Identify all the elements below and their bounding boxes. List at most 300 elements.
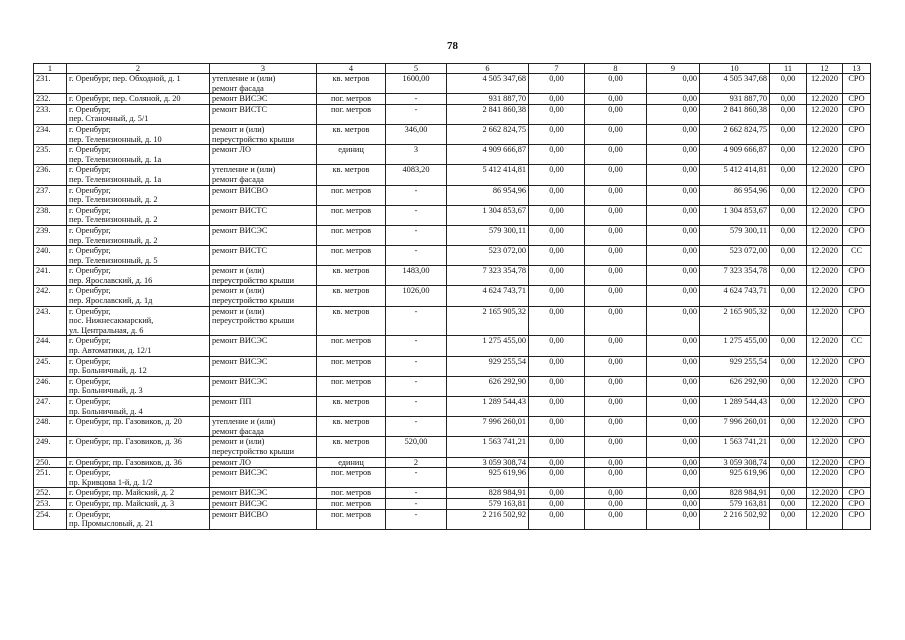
cell-fund-owners: 929 255,54 (700, 356, 770, 376)
cell-fund-owners: 1 275 455,00 (700, 336, 770, 356)
cell-fund-federal: 0,00 (529, 437, 585, 457)
cell-deadline: 12.2020 (807, 225, 843, 245)
cell-fund-local: 0,00 (647, 165, 700, 185)
cell-row-number: 239. (34, 225, 67, 245)
cell-fund-local: 0,00 (647, 124, 700, 144)
table-body (34, 74, 871, 530)
table-row (34, 145, 871, 165)
cell-unit-cost: 0,00 (770, 468, 807, 488)
cell-unit: пог. метров (317, 356, 386, 376)
cell-fund-local: 0,00 (647, 185, 700, 205)
cell-row-number: 231. (34, 74, 67, 94)
cell-fund-federal: 0,00 (529, 468, 585, 488)
cell-row-number: 247. (34, 397, 67, 417)
column-header-11: 11 (770, 64, 807, 74)
cell-work-type: ремонт ВИСЭС (210, 376, 317, 396)
cell-unit: пог. метров (317, 225, 386, 245)
cell-unit-cost: 0,00 (770, 165, 807, 185)
cell-fund-federal: 0,00 (529, 104, 585, 124)
cell-work-type: утепление и (или) ремонт фасада (210, 417, 317, 437)
cell-fund-federal: 0,00 (529, 94, 585, 105)
cell-unit-cost: 0,00 (770, 94, 807, 105)
cell-fund-owners: 86 954,96 (700, 185, 770, 205)
table-row (34, 104, 871, 124)
cell-unit-cost: 0,00 (770, 124, 807, 144)
cell-deadline: 12.2020 (807, 104, 843, 124)
table-row (34, 225, 871, 245)
cell-fund-regional: 0,00 (585, 225, 647, 245)
column-number-header (34, 64, 871, 74)
cell-deadline: 12.2020 (807, 266, 843, 286)
cell-unit-cost: 0,00 (770, 457, 807, 468)
cell-fund-local: 0,00 (647, 417, 700, 437)
cell-work-type: ремонт ЛО (210, 457, 317, 468)
cell-deadline: 12.2020 (807, 417, 843, 437)
table-row (34, 488, 871, 499)
table-row (34, 246, 871, 266)
cell-work-type: утепление и (или) ремонт фасада (210, 74, 317, 94)
cell-address: г. Оренбург, пр. Больничный, д. 12 (67, 356, 210, 376)
cell-method: СРО (843, 509, 871, 529)
cell-address: г. Оренбург, пер. Соляной, д. 20 (67, 94, 210, 105)
cell-volume: - (386, 94, 447, 105)
cell-unit: пог. метров (317, 498, 386, 509)
cell-row-number: 252. (34, 488, 67, 499)
column-header-12: 12 (807, 64, 843, 74)
cell-unit-cost: 0,00 (770, 185, 807, 205)
cell-deadline: 12.2020 (807, 356, 843, 376)
cell-volume: - (386, 356, 447, 376)
cell-address: г. Оренбург, пр. Газовиков, д. 36 (67, 457, 210, 468)
cell-volume: - (386, 376, 447, 396)
cell-fund-local: 0,00 (647, 336, 700, 356)
cell-fund-local: 0,00 (647, 104, 700, 124)
cell-work-type: ремонт и (или) переустройство крыши (210, 124, 317, 144)
column-header-13: 13 (843, 64, 871, 74)
page-number: 78 (447, 40, 458, 52)
table-row (34, 165, 871, 185)
cell-unit: кв. метров (317, 165, 386, 185)
cell-fund-regional: 0,00 (585, 185, 647, 205)
cell-fund-federal: 0,00 (529, 336, 585, 356)
cell-fund-owners: 2 165 905,32 (700, 306, 770, 336)
cell-total-cost: 3 059 308,74 (447, 457, 529, 468)
cell-method: СРО (843, 266, 871, 286)
cell-fund-owners: 4 909 666,87 (700, 145, 770, 165)
cell-total-cost: 626 292,90 (447, 376, 529, 396)
cell-address: г. Оренбург, пр. Больничный, д. 4 (67, 397, 210, 417)
table-row (34, 94, 871, 105)
cell-unit: единиц (317, 457, 386, 468)
cell-address: г. Оренбург, пр. Промысловый, д. 21 (67, 509, 210, 529)
cell-fund-federal: 0,00 (529, 509, 585, 529)
cell-fund-local: 0,00 (647, 205, 700, 225)
cell-method: СС (843, 246, 871, 266)
cell-unit-cost: 0,00 (770, 145, 807, 165)
cell-volume: - (386, 225, 447, 245)
column-header-10: 10 (700, 64, 770, 74)
cell-method: СРО (843, 356, 871, 376)
cell-fund-regional: 0,00 (585, 468, 647, 488)
cell-fund-local: 0,00 (647, 74, 700, 94)
cell-row-number: 241. (34, 266, 67, 286)
cell-row-number: 238. (34, 205, 67, 225)
cell-volume: - (386, 488, 447, 499)
cell-address: г. Оренбург, пер. Станочный, д. 5/1 (67, 104, 210, 124)
table-row (34, 205, 871, 225)
cell-volume: - (386, 205, 447, 225)
cell-method: СРО (843, 306, 871, 336)
cell-address: г. Оренбург, пр. Автоматики, д. 12/1 (67, 336, 210, 356)
cell-total-cost: 579 163,81 (447, 498, 529, 509)
cell-fund-federal: 0,00 (529, 397, 585, 417)
cell-method: СРО (843, 225, 871, 245)
cell-fund-federal: 0,00 (529, 165, 585, 185)
cell-fund-local: 0,00 (647, 306, 700, 336)
cell-row-number: 251. (34, 468, 67, 488)
cell-row-number: 237. (34, 185, 67, 205)
cell-address: г. Оренбург, пер. Телевизионный, д. 2 (67, 225, 210, 245)
table-row (34, 417, 871, 437)
cell-address: г. Оренбург, пер. Телевизионный, д. 5 (67, 246, 210, 266)
cell-fund-local: 0,00 (647, 266, 700, 286)
cell-unit-cost: 0,00 (770, 488, 807, 499)
cell-row-number: 236. (34, 165, 67, 185)
cell-fund-owners: 626 292,90 (700, 376, 770, 396)
cell-unit-cost: 0,00 (770, 437, 807, 457)
cell-deadline: 12.2020 (807, 165, 843, 185)
table-row (34, 336, 871, 356)
cell-fund-local: 0,00 (647, 457, 700, 468)
cell-fund-regional: 0,00 (585, 509, 647, 529)
cell-unit: пог. метров (317, 246, 386, 266)
cell-row-number: 254. (34, 509, 67, 529)
cell-fund-local: 0,00 (647, 376, 700, 396)
cell-volume: 4083,20 (386, 165, 447, 185)
cell-fund-federal: 0,00 (529, 286, 585, 306)
cell-fund-regional: 0,00 (585, 417, 647, 437)
cell-unit: пог. метров (317, 94, 386, 105)
cell-unit: пог. метров (317, 185, 386, 205)
cell-unit-cost: 0,00 (770, 74, 807, 94)
cell-method: СРО (843, 437, 871, 457)
cell-method: СРО (843, 185, 871, 205)
repair-program-table (33, 63, 871, 530)
cell-deadline: 12.2020 (807, 336, 843, 356)
cell-work-type: ремонт и (или) переустройство крыши (210, 437, 317, 457)
cell-fund-owners: 1 304 853,67 (700, 205, 770, 225)
cell-row-number: 246. (34, 376, 67, 396)
cell-method: СРО (843, 376, 871, 396)
cell-address: г. Оренбург, пос. Нижнесакмарский, ул. Центральная, д. 6 (67, 306, 210, 336)
cell-fund-federal: 0,00 (529, 124, 585, 144)
cell-work-type: ремонт ВИСВО (210, 509, 317, 529)
cell-work-type: ремонт ВИСТС (210, 246, 317, 266)
cell-volume: - (386, 104, 447, 124)
cell-unit: кв. метров (317, 417, 386, 437)
cell-volume: - (386, 306, 447, 336)
cell-fund-regional: 0,00 (585, 286, 647, 306)
cell-fund-owners: 2 216 502,92 (700, 509, 770, 529)
table-row (34, 356, 871, 376)
cell-fund-local: 0,00 (647, 286, 700, 306)
cell-row-number: 250. (34, 457, 67, 468)
cell-fund-owners: 5 412 414,81 (700, 165, 770, 185)
cell-work-type: ремонт и (или) переустройство крыши (210, 306, 317, 336)
cell-unit: кв. метров (317, 397, 386, 417)
cell-unit-cost: 0,00 (770, 397, 807, 417)
cell-method: СРО (843, 205, 871, 225)
cell-fund-federal: 0,00 (529, 225, 585, 245)
cell-fund-owners: 7 323 354,78 (700, 266, 770, 286)
cell-address: г. Оренбург, пр. Газовиков, д. 36 (67, 437, 210, 457)
cell-unit: кв. метров (317, 306, 386, 336)
cell-address: г. Оренбург, пер. Обходной, д. 1 (67, 74, 210, 94)
cell-fund-owners: 2 841 860,38 (700, 104, 770, 124)
cell-unit: пог. метров (317, 468, 386, 488)
cell-address: г. Оренбург, пр. Газовиков, д. 20 (67, 417, 210, 437)
cell-fund-owners: 579 300,11 (700, 225, 770, 245)
cell-total-cost: 5 412 414,81 (447, 165, 529, 185)
cell-fund-local: 0,00 (647, 397, 700, 417)
table-row (34, 397, 871, 417)
cell-total-cost: 828 984,91 (447, 488, 529, 499)
cell-fund-owners: 7 996 260,01 (700, 417, 770, 437)
cell-unit-cost: 0,00 (770, 104, 807, 124)
cell-total-cost: 1 289 544,43 (447, 397, 529, 417)
cell-deadline: 12.2020 (807, 457, 843, 468)
table-row (34, 437, 871, 457)
cell-deadline: 12.2020 (807, 124, 843, 144)
cell-total-cost: 4 505 347,68 (447, 74, 529, 94)
cell-fund-federal: 0,00 (529, 417, 585, 437)
cell-fund-regional: 0,00 (585, 205, 647, 225)
cell-fund-regional: 0,00 (585, 336, 647, 356)
table-row (34, 124, 871, 144)
cell-unit-cost: 0,00 (770, 266, 807, 286)
cell-work-type: ремонт ВИСВО (210, 185, 317, 205)
column-header-8: 8 (585, 64, 647, 74)
column-header-3: 3 (210, 64, 317, 74)
cell-fund-local: 0,00 (647, 437, 700, 457)
cell-fund-local: 0,00 (647, 356, 700, 376)
cell-fund-federal: 0,00 (529, 488, 585, 499)
cell-fund-owners: 3 059 308,74 (700, 457, 770, 468)
cell-unit: пог. метров (317, 509, 386, 529)
cell-unit: пог. метров (317, 488, 386, 499)
cell-volume: 346,00 (386, 124, 447, 144)
cell-volume: - (386, 417, 447, 437)
cell-fund-regional: 0,00 (585, 74, 647, 94)
cell-fund-owners: 828 984,91 (700, 488, 770, 499)
table-row (34, 266, 871, 286)
cell-address: г. Оренбург, пер. Ярославский, д. 1д (67, 286, 210, 306)
cell-address: г. Оренбург, пр. Майский, д. 3 (67, 498, 210, 509)
cell-work-type: ремонт ВИСЭС (210, 356, 317, 376)
cell-fund-federal: 0,00 (529, 376, 585, 396)
cell-unit-cost: 0,00 (770, 498, 807, 509)
cell-total-cost: 4 909 666,87 (447, 145, 529, 165)
cell-method: СРО (843, 468, 871, 488)
cell-row-number: 233. (34, 104, 67, 124)
cell-deadline: 12.2020 (807, 509, 843, 529)
cell-work-type: ремонт ПП (210, 397, 317, 417)
cell-volume: 1483,00 (386, 266, 447, 286)
cell-method: СРО (843, 397, 871, 417)
cell-fund-local: 0,00 (647, 145, 700, 165)
cell-row-number: 253. (34, 498, 67, 509)
cell-address: г. Оренбург, пер. Телевизионный, д. 1а (67, 145, 210, 165)
cell-fund-regional: 0,00 (585, 356, 647, 376)
column-header-5: 5 (386, 64, 447, 74)
cell-deadline: 12.2020 (807, 376, 843, 396)
cell-address: г. Оренбург, пер. Телевизионный, д. 2 (67, 205, 210, 225)
cell-work-type: ремонт ВИСЭС (210, 488, 317, 499)
cell-unit-cost: 0,00 (770, 356, 807, 376)
column-header-1: 1 (34, 64, 67, 74)
column-header-6: 6 (447, 64, 529, 74)
cell-deadline: 12.2020 (807, 94, 843, 105)
cell-row-number: 249. (34, 437, 67, 457)
table-row (34, 74, 871, 94)
cell-deadline: 12.2020 (807, 498, 843, 509)
cell-unit: кв. метров (317, 437, 386, 457)
cell-deadline: 12.2020 (807, 468, 843, 488)
cell-fund-owners: 931 887,70 (700, 94, 770, 105)
column-header-7: 7 (529, 64, 585, 74)
cell-volume: - (386, 468, 447, 488)
cell-address: г. Оренбург, пер. Ярославский, д. 16 (67, 266, 210, 286)
table-row (34, 468, 871, 488)
cell-work-type: ремонт ЛО (210, 145, 317, 165)
cell-fund-regional: 0,00 (585, 488, 647, 499)
cell-total-cost: 86 954,96 (447, 185, 529, 205)
cell-deadline: 12.2020 (807, 145, 843, 165)
cell-total-cost: 2 662 824,75 (447, 124, 529, 144)
cell-fund-regional: 0,00 (585, 145, 647, 165)
cell-unit-cost: 0,00 (770, 286, 807, 306)
cell-volume: 520,00 (386, 437, 447, 457)
cell-fund-owners: 4 624 743,71 (700, 286, 770, 306)
cell-work-type: ремонт ВИСТС (210, 104, 317, 124)
cell-row-number: 245. (34, 356, 67, 376)
cell-deadline: 12.2020 (807, 185, 843, 205)
cell-method: СРО (843, 498, 871, 509)
cell-deadline: 12.2020 (807, 74, 843, 94)
cell-unit: кв. метров (317, 286, 386, 306)
cell-total-cost: 931 887,70 (447, 94, 529, 105)
cell-volume: - (386, 509, 447, 529)
cell-method: СРО (843, 488, 871, 499)
cell-total-cost: 925 619,96 (447, 468, 529, 488)
cell-fund-federal: 0,00 (529, 205, 585, 225)
cell-fund-regional: 0,00 (585, 457, 647, 468)
cell-total-cost: 7 323 354,78 (447, 266, 529, 286)
table-row (34, 376, 871, 396)
cell-address: г. Оренбург, пр. Майский, д. 2 (67, 488, 210, 499)
cell-fund-federal: 0,00 (529, 185, 585, 205)
cell-unit-cost: 0,00 (770, 417, 807, 437)
cell-fund-owners: 4 505 347,68 (700, 74, 770, 94)
cell-deadline: 12.2020 (807, 397, 843, 417)
cell-unit: кв. метров (317, 74, 386, 94)
cell-unit: пог. метров (317, 205, 386, 225)
cell-deadline: 12.2020 (807, 488, 843, 499)
cell-address: г. Оренбург, пер. Телевизионный, д. 1а (67, 165, 210, 185)
cell-fund-local: 0,00 (647, 488, 700, 499)
cell-work-type: утепление и (или) ремонт фасада (210, 165, 317, 185)
cell-fund-regional: 0,00 (585, 306, 647, 336)
cell-fund-federal: 0,00 (529, 457, 585, 468)
cell-volume: 3 (386, 145, 447, 165)
cell-fund-federal: 0,00 (529, 266, 585, 286)
cell-deadline: 12.2020 (807, 246, 843, 266)
cell-address: г. Оренбург, пр. Кривцова 1-й, д. 1/2 (67, 468, 210, 488)
table-row (34, 185, 871, 205)
cell-deadline: 12.2020 (807, 306, 843, 336)
cell-fund-federal: 0,00 (529, 306, 585, 336)
cell-unit: пог. метров (317, 104, 386, 124)
cell-fund-regional: 0,00 (585, 165, 647, 185)
cell-total-cost: 4 624 743,71 (447, 286, 529, 306)
cell-work-type: ремонт ВИСЭС (210, 468, 317, 488)
cell-deadline: 12.2020 (807, 205, 843, 225)
cell-fund-regional: 0,00 (585, 498, 647, 509)
cell-total-cost: 1 275 455,00 (447, 336, 529, 356)
cell-deadline: 12.2020 (807, 286, 843, 306)
cell-row-number: 243. (34, 306, 67, 336)
cell-total-cost: 523 072,00 (447, 246, 529, 266)
cell-fund-owners: 523 072,00 (700, 246, 770, 266)
cell-method: СРО (843, 417, 871, 437)
cell-unit-cost: 0,00 (770, 376, 807, 396)
cell-row-number: 242. (34, 286, 67, 306)
cell-unit-cost: 0,00 (770, 205, 807, 225)
cell-volume: - (386, 397, 447, 417)
cell-total-cost: 929 255,54 (447, 356, 529, 376)
cell-unit-cost: 0,00 (770, 225, 807, 245)
cell-total-cost: 1 304 853,67 (447, 205, 529, 225)
cell-method: СРО (843, 74, 871, 94)
cell-method: СРО (843, 104, 871, 124)
cell-fund-local: 0,00 (647, 246, 700, 266)
cell-fund-owners: 1 289 544,43 (700, 397, 770, 417)
cell-method: СРО (843, 145, 871, 165)
cell-unit-cost: 0,00 (770, 509, 807, 529)
cell-total-cost: 2 841 860,38 (447, 104, 529, 124)
cell-total-cost: 2 165 905,32 (447, 306, 529, 336)
cell-volume: 1600,00 (386, 74, 447, 94)
cell-volume: - (386, 336, 447, 356)
cell-unit-cost: 0,00 (770, 246, 807, 266)
cell-total-cost: 2 216 502,92 (447, 509, 529, 529)
cell-fund-local: 0,00 (647, 94, 700, 105)
cell-method: СРО (843, 124, 871, 144)
cell-unit: пог. метров (317, 336, 386, 356)
cell-method: СС (843, 336, 871, 356)
table-row (34, 286, 871, 306)
table-row (34, 498, 871, 509)
cell-method: СРО (843, 286, 871, 306)
cell-method: СРО (843, 94, 871, 105)
table-row (34, 306, 871, 336)
cell-row-number: 234. (34, 124, 67, 144)
cell-address: г. Оренбург, пр. Больничный, д. 3 (67, 376, 210, 396)
cell-work-type: ремонт ВИСЭС (210, 225, 317, 245)
cell-fund-federal: 0,00 (529, 74, 585, 94)
cell-work-type: ремонт и (или) переустройство крыши (210, 266, 317, 286)
column-header-2: 2 (67, 64, 210, 74)
